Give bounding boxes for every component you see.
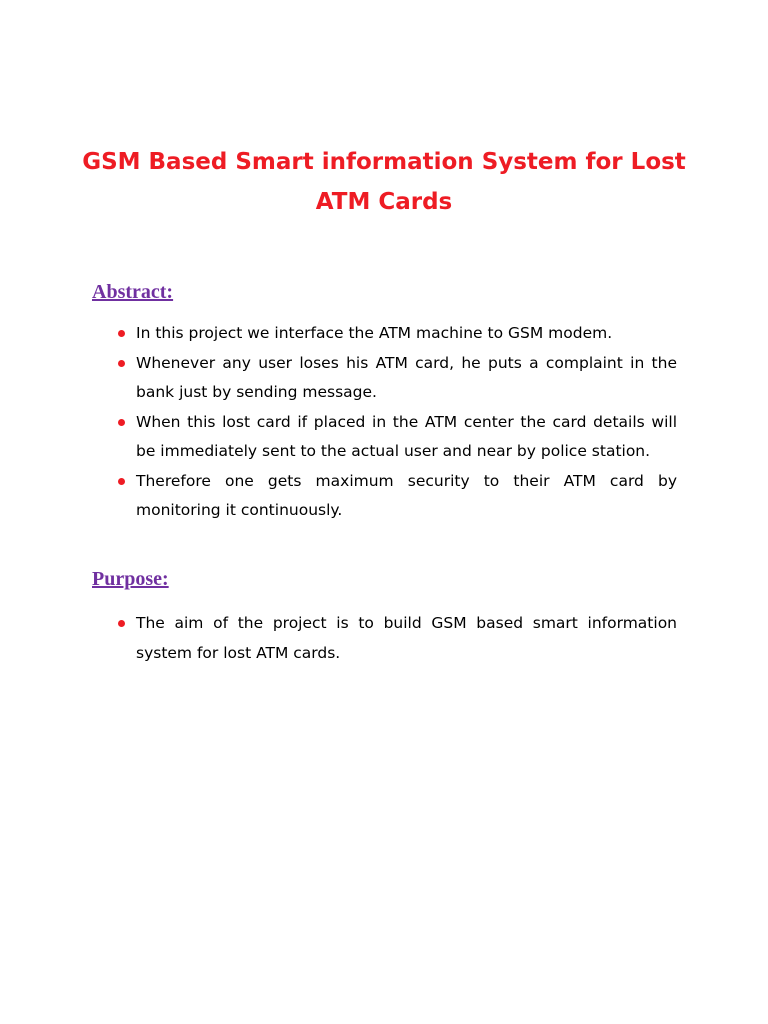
- abstract-list: [118, 319, 677, 526]
- list-item: [118, 467, 677, 526]
- abstract-heading: Abstract:: [92, 281, 174, 303]
- purpose-list: [118, 609, 677, 668]
- list-item-text: The aim of the project is to build GSM based smart information system for lost ATM cards.: [136, 614, 677, 662]
- list-item-text: Therefore one gets maximum security to their ATM card by monitoring it continuously.: [136, 471, 677, 519]
- list-item-text: In this project we interface the ATM machine to GSM modem.: [136, 324, 613, 342]
- bullet-icon: [118, 360, 125, 367]
- bullet-icon: [118, 478, 125, 485]
- list-item: [118, 349, 677, 408]
- bullet-icon: [118, 330, 125, 337]
- bullet-icon: [118, 419, 125, 426]
- list-item-text: When this lost card if placed in the ATM center the card details will be immediately sent to the actual user and near by police station.: [136, 412, 677, 460]
- bullet-icon: [118, 620, 125, 627]
- list-item-text: Whenever any user loses his ATM card, he puts a complaint in the bank just by sending message.: [136, 353, 677, 401]
- list-item: [118, 408, 677, 467]
- list-item: [118, 609, 677, 668]
- list-item: [118, 319, 677, 349]
- purpose-heading: Purpose:: [92, 568, 169, 590]
- document-title: GSM Based Smart information System for Lost ATM Cards: [82, 149, 686, 215]
